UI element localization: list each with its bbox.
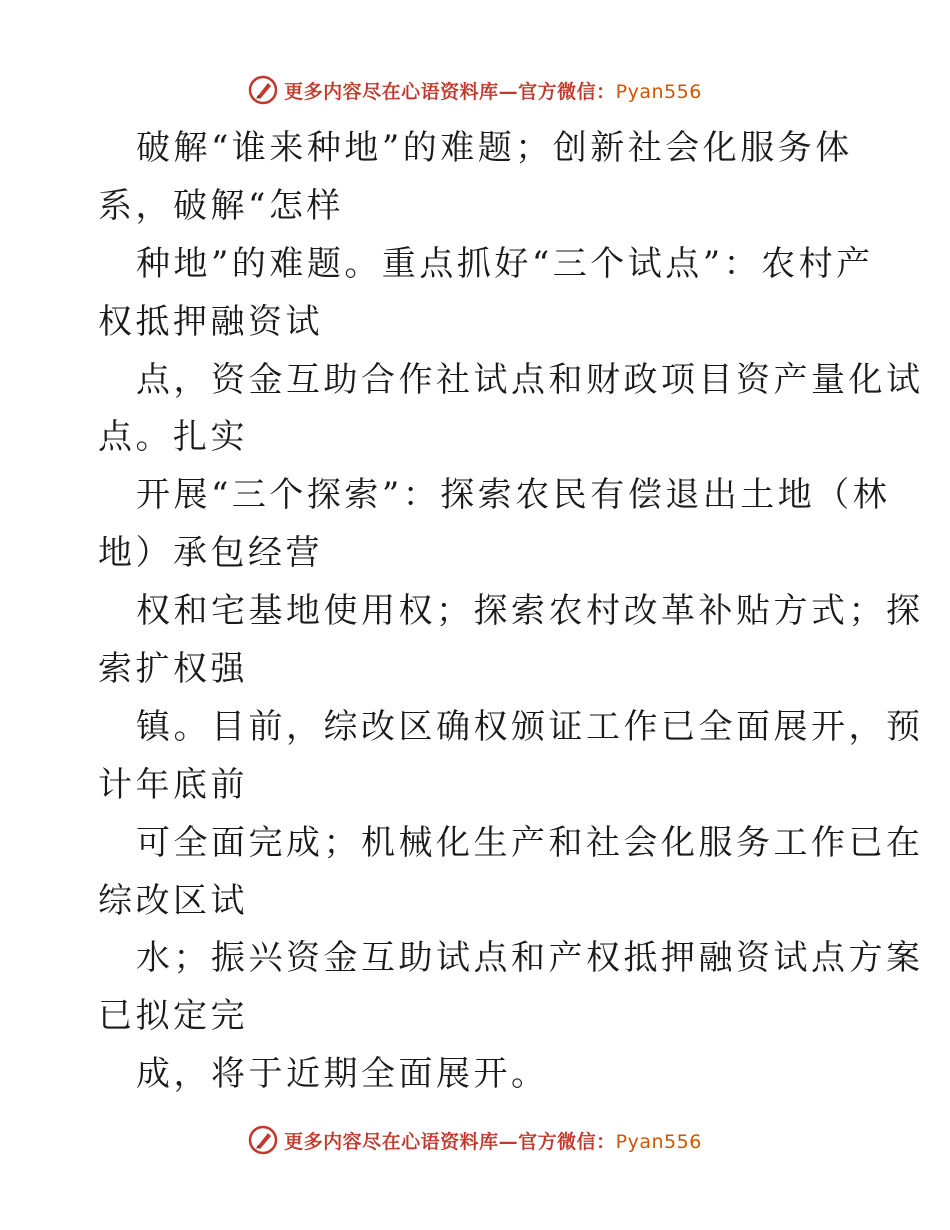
text-line: 已拟定完 (98, 996, 248, 1037)
text-line: 权抵押融资试 (98, 301, 323, 342)
text-line: 成，将于近期全面展开。 (136, 1054, 549, 1095)
text-line: 种地”的难题。重点抓好“三个试点”：农村产 (136, 243, 874, 284)
header-banner (0, 70, 950, 110)
footer-banner (0, 1120, 950, 1160)
wechat-id: Pyan556 (615, 80, 702, 103)
text-line: 水；振兴资金互助试点和产权抵押融资试点方案 (136, 938, 924, 979)
quill-pen-logo-icon (248, 75, 278, 105)
wechat-id: Pyan556 (615, 1130, 702, 1153)
banner-text: 更多内容尽在心语资料库—官方微信：Pyan556 (284, 1130, 702, 1153)
text-line: 破解“谁来种地”的难题；创新社会化服务体 (136, 128, 853, 168)
text-line: 索扩权强 (98, 649, 248, 690)
text-line: 综改区试 (98, 880, 248, 921)
text-line: 开展“三个探索”：探索农民有偿退出土地（林 (136, 475, 891, 516)
text-line: 镇。目前，综改区确权颁证工作已全面展开，预 (136, 706, 924, 747)
quill-pen-logo-icon (248, 1125, 278, 1155)
text-line: 地）承包经营 (98, 533, 323, 574)
text-line: 点，资金互助合作社试点和财政项目资产量化试 (136, 359, 924, 400)
text-line: 计年底前 (98, 764, 248, 805)
document-body (98, 120, 924, 1104)
text-line: 点。扎实 (98, 417, 248, 458)
text-line: 系，破解“怎样 (98, 185, 344, 226)
banner-text: 更多内容尽在心语资料库—官方微信：Pyan556 (284, 80, 702, 103)
text-line: 可全面完成；机械化生产和社会化服务工作已在 (136, 822, 924, 863)
text-line: 权和宅基地使用权；探索农村改革补贴方式；探 (136, 591, 924, 632)
